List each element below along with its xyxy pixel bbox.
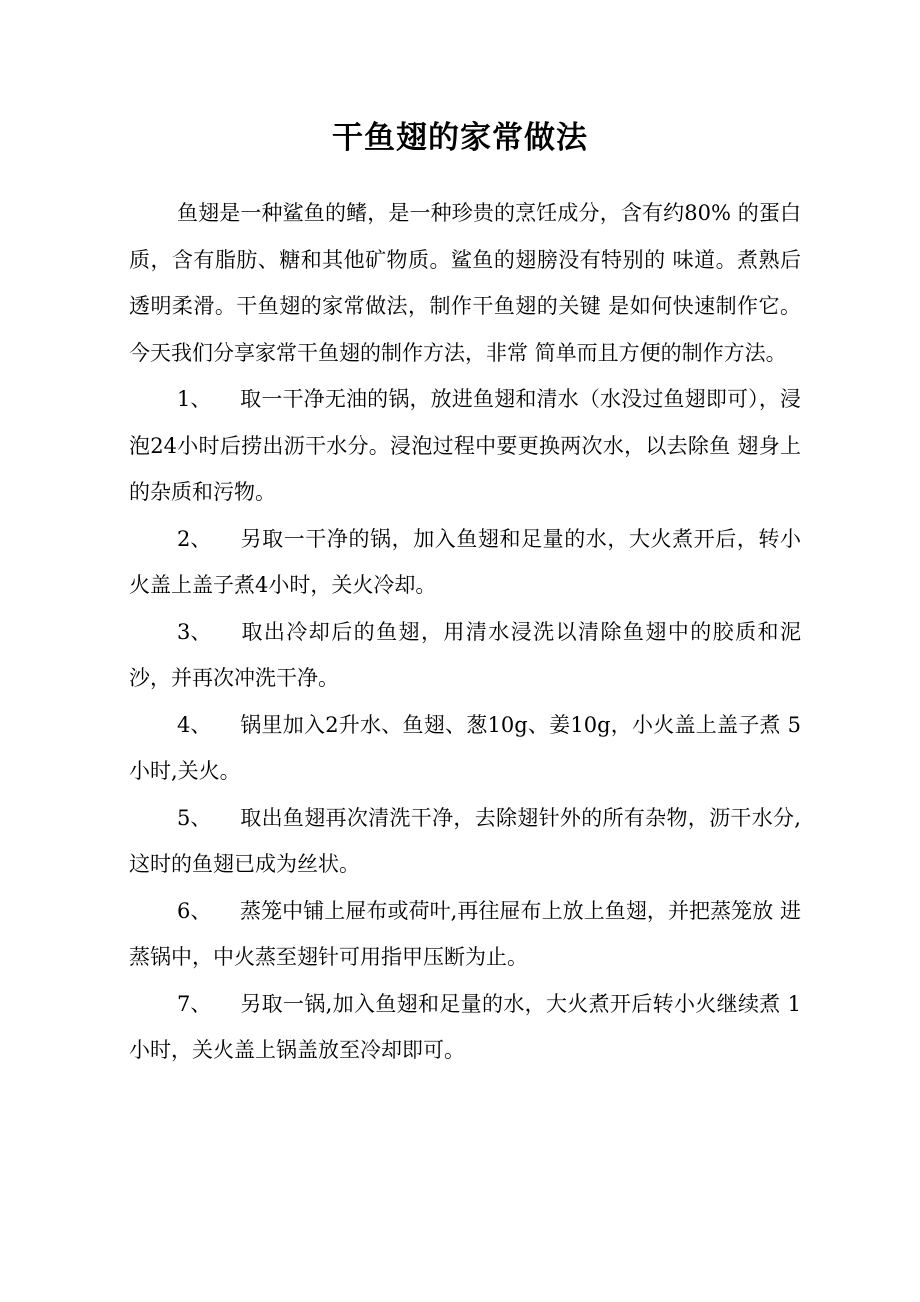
step-number: 3、 xyxy=(177,619,212,644)
step-7 xyxy=(129,981,801,1074)
step-3 xyxy=(129,609,801,702)
step-text: 另取一锅,加入鱼翅和足量的水，大火煮开后转小火继续煮 1小时，关火盖上锅盖放至冷却即可。 xyxy=(129,991,801,1062)
step-text: 取一干净无油的锅，放进鱼翅和清水（水没过鱼翅即可），浸 泡24小时后捞出沥干水分。浸泡过程中要更换两次水，以去除鱼 翅身上的杂质和污物。 xyxy=(129,387,801,504)
step-text: 另取一干净的锅，加入鱼翅和足量的水，大火煮开后，转小 火盖上盖子煮4小时，关火冷却。 xyxy=(129,526,801,597)
step-number: 1、 xyxy=(177,387,212,411)
document-body xyxy=(129,190,801,1074)
step-number: 2、 xyxy=(177,526,212,551)
document-title: 干鱼翅的家常做法 xyxy=(332,120,588,156)
step-number: 6、 xyxy=(177,898,212,923)
step-2 xyxy=(129,516,801,609)
step-4 xyxy=(129,702,801,795)
step-number: 5、 xyxy=(177,805,212,830)
step-5 xyxy=(129,795,801,888)
step-text: 取出鱼翅再次清洗干净，去除翅针外的所有杂物，沥干水分, 这时的鱼翅已成为丝状。 xyxy=(129,805,801,876)
step-number: 4、 xyxy=(177,712,212,737)
step-number: 7、 xyxy=(177,991,212,1016)
step-1 xyxy=(129,376,801,516)
step-text: 蒸笼中铺上屉布或荷叶,再往屉布上放上鱼翅，并把蒸笼放 进蒸锅中，中火蒸至翅针可用指甲压断为止。 xyxy=(129,898,801,969)
step-text: 取出冷却后的鱼翅，用清水浸洗以清除鱼翅中的胶质和泥沙，并再次冲洗干净。 xyxy=(129,619,801,690)
intro-paragraph: 鱼翅是一种鲨鱼的鳍，是一种珍贵的烹饪成分，含有约80% 的蛋白质，含有脂肪、糖和其他矿物质。鲨鱼的翅膀没有特别的 味道。煮熟后透明柔滑。干鱼翅的家常做法，制作干鱼翅的关键 是如何快速制作它。今天我们分享家常干鱼翅的制作方法，非常 简单而且方便的制作方法。 xyxy=(129,201,801,365)
step-6 xyxy=(129,888,801,981)
step-text: 锅里加入2升水、鱼翅、葱10g、姜10g，小火盖上盖子煮 5小时,关火。 xyxy=(129,712,801,783)
